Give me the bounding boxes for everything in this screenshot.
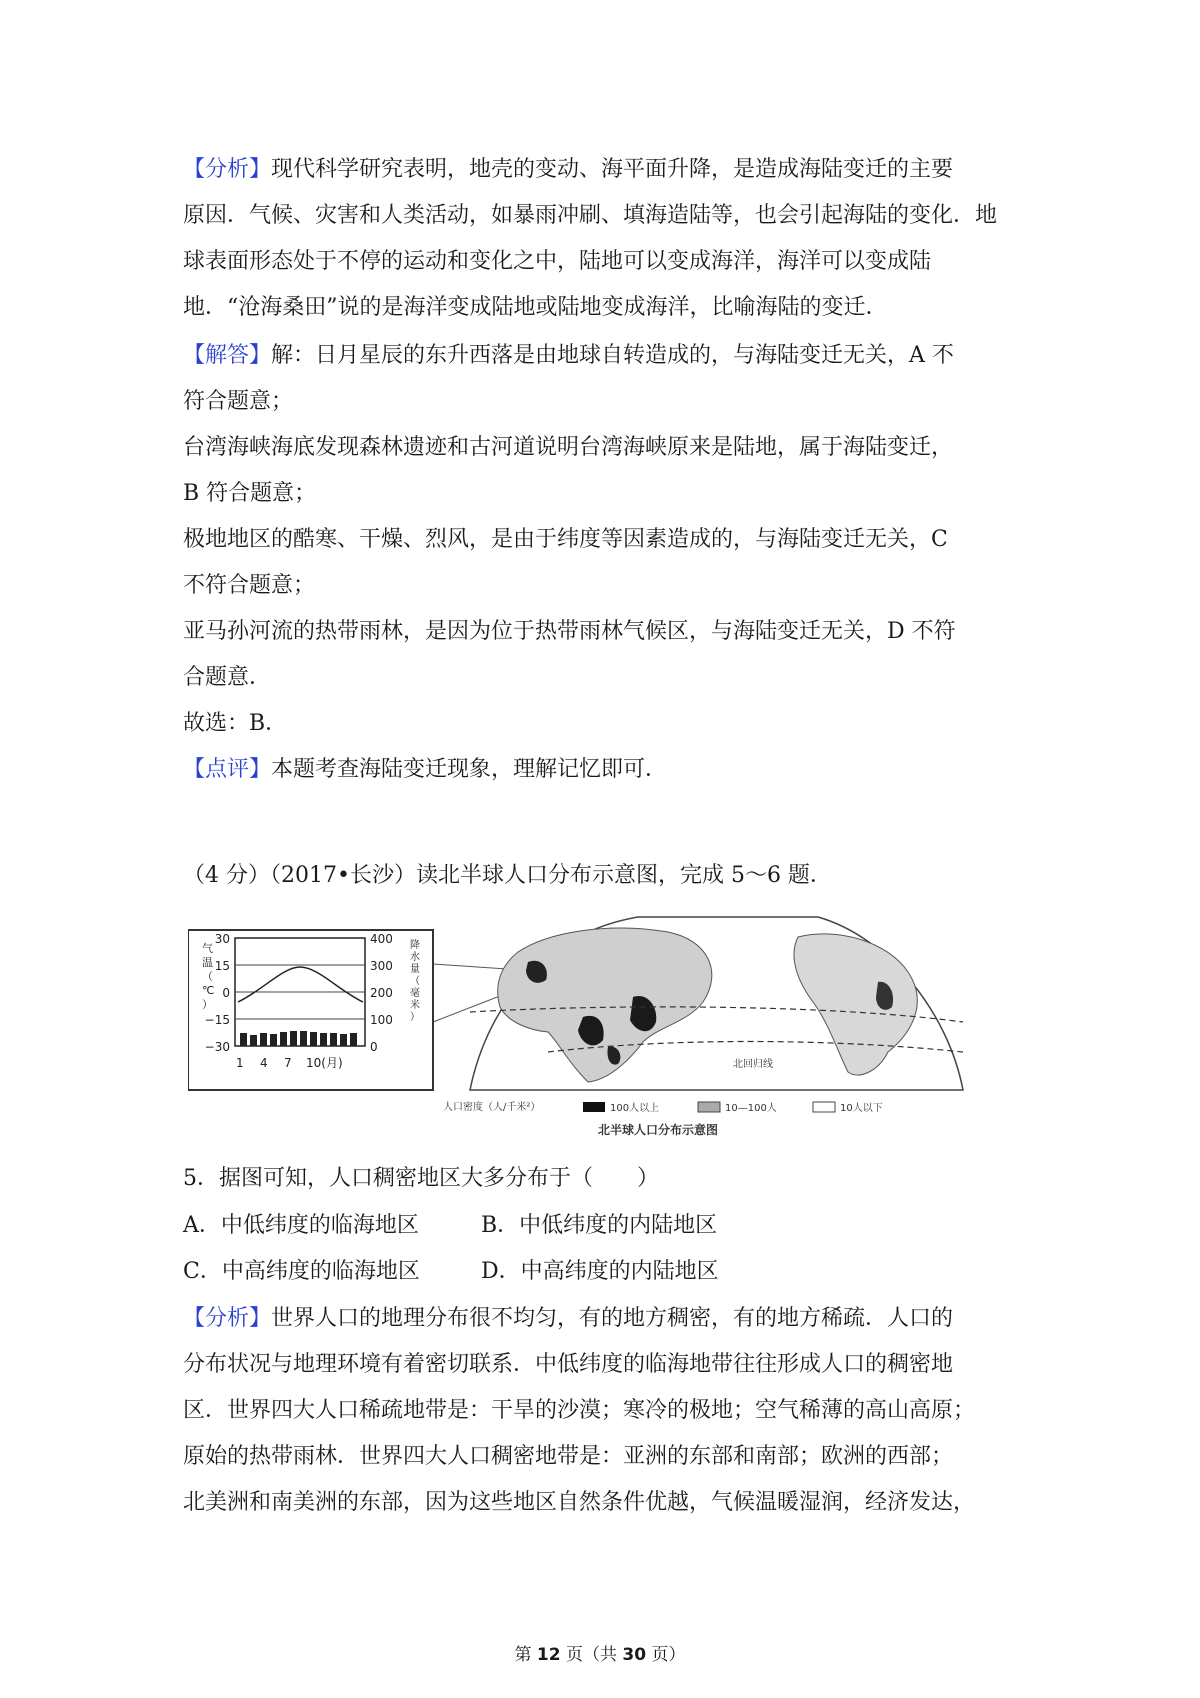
svg-text:4: 4 (260, 1056, 268, 1070)
svg-text:200: 200 (370, 986, 393, 1000)
answer-line: 亚马孙河流的热带雨林，是因为位于热带雨林气候区，与海陆变迁无关，D 不符 (183, 619, 956, 644)
analysis-line: 分布状况与地理环境有着密切联系．中低纬度的临海地带往往形成人口的稠密地 (183, 1352, 954, 1377)
svg-text:1: 1 (236, 1056, 244, 1070)
question-intro: （4 分）（2017•长沙）读北半球人口分布示意图，完成 5～6 题． (183, 863, 832, 888)
option-d: D．中高纬度的内陆地区 (481, 1259, 719, 1284)
analysis-line: 【分析】世界人口的地理分布很不均匀，有的地方稠密，有的地方稀疏．人口的 (183, 1306, 954, 1331)
svg-text:量: 量 (410, 964, 420, 975)
svg-text:0: 0 (222, 986, 230, 1000)
comment-block-1 (183, 747, 1028, 793)
answer-line: 【解答】解：日月星辰的东升西落是由地球自转造成的，与海陆变迁无关，A 不 (183, 343, 954, 368)
legend-swatch-sparse (813, 1102, 835, 1112)
option-a: A．中低纬度的临海地区 (183, 1213, 419, 1238)
svg-text:降: 降 (410, 940, 420, 951)
answer-line: B 符合题意； (183, 481, 317, 506)
analysis-tag: 【分析】 (183, 157, 272, 182)
analysis-line: 球表面形态处于不停的运动和变化之中，陆地可以变成海洋，海洋可以变成陆 (183, 249, 932, 274)
climate-left-axis-label (202, 941, 214, 1011)
analysis-line: 北美洲和南美洲的东部，因为这些地区自然条件优越，气候温暖湿润，经济发达， (183, 1490, 976, 1515)
answer-line: 极地地区的酷寒、干燥、烈风，是由于纬度等因素造成的，与海陆变迁无关，C (183, 527, 948, 552)
comment-tag: 【点评】 (183, 757, 272, 782)
analysis-line: 地．“沧海桑田”说的是海洋变成陆地或陆地变成海洋，比喻海陆的变迁． (183, 295, 888, 320)
legend-item-sparse: 10人以下 (840, 1103, 883, 1114)
analysis-block-1 (183, 147, 1028, 331)
svg-text:（: （ (202, 970, 213, 983)
svg-text:温: 温 (202, 956, 213, 969)
page-footer: 第 12 页（共 30 页） (514, 1645, 686, 1665)
svg-text:米: 米 (410, 1000, 420, 1011)
precip-tick-labels (370, 932, 393, 1054)
svg-text:−15: −15 (204, 1013, 230, 1027)
svg-text:）: ） (410, 1012, 420, 1023)
population-figure (188, 912, 978, 1147)
svg-text:100: 100 (370, 1013, 393, 1027)
answer-line: 故选：B． (183, 711, 288, 736)
svg-text:水: 水 (410, 952, 420, 963)
legend-swatch-dense (583, 1102, 605, 1112)
svg-text:气: 气 (202, 942, 213, 955)
svg-text:−30: −30 (204, 1040, 230, 1054)
month-tick-labels (236, 1056, 343, 1070)
svg-text:7: 7 (284, 1056, 292, 1070)
svg-text:10(月): 10(月) (306, 1056, 343, 1070)
analysis-line: 【分析】现代科学研究表明，地壳的变动、海平面升降，是造成海陆变迁的主要 (183, 157, 954, 182)
tropic-label: 北回归线 (733, 1059, 773, 1070)
legend-title: 人口密度（人/千米²） (443, 1102, 541, 1113)
svg-text:300: 300 (370, 959, 393, 973)
question-5-stem: 5．据图可知，人口稠密地区大多分布于（ ） (183, 1166, 659, 1191)
page-number: 12 (536, 1645, 561, 1665)
climate-right-axis-label (410, 938, 420, 1023)
map-legend (443, 1100, 883, 1137)
answer-line: 不符合题意； (183, 573, 316, 598)
legend-item-medium: 10—100人 (725, 1103, 777, 1114)
svg-text:400: 400 (370, 932, 393, 946)
option-b: B．中低纬度的内陆地区 (481, 1213, 718, 1238)
option-c: C．中高纬度的临海地区 (183, 1259, 420, 1284)
analysis-line: 原始的热带雨林．世界四大人口稠密地带是：亚洲的东部和南部；欧洲的西部； (183, 1444, 954, 1469)
svg-text:0: 0 (370, 1040, 378, 1054)
analysis-line: 区．世界四大人口稀疏地带是：干旱的沙漠；寒冷的极地；空气稀薄的高山高原； (183, 1398, 976, 1423)
svg-text:30: 30 (214, 932, 230, 946)
answer-line: 合题意． (183, 665, 272, 690)
answer-line: 符合题意； (183, 389, 294, 414)
figure-caption: 北半球人口分布示意图 (598, 1123, 719, 1137)
comment-line: 【点评】本题考查海陆变迁现象，理解记忆即可． (183, 757, 668, 782)
analysis-block-2 (183, 1296, 1028, 1526)
svg-text:毫: 毫 (410, 988, 420, 999)
svg-text:15: 15 (214, 959, 230, 973)
hemisphere-map (470, 917, 963, 1090)
legend-item-dense: 100人以上 (610, 1103, 660, 1114)
answer-block-1 (183, 333, 1028, 747)
legend-swatch-medium (698, 1102, 720, 1112)
answer-line: 台湾海峡海底发现森林遗迹和古河道说明台湾海峡原来是陆地，属于海陆变迁， (183, 435, 954, 460)
svg-text:）: ） (202, 998, 213, 1011)
svg-text:（: （ (410, 976, 420, 987)
analysis-tag: 【分析】 (183, 1306, 272, 1331)
svg-text:℃: ℃ (202, 984, 215, 997)
answer-tag: 【解答】 (183, 343, 272, 368)
analysis-line: 原因．气候、灾害和人类活动，如暴雨冲刷、填海造陆等，也会引起海陆的变化．地 (183, 203, 998, 228)
page-total: 30 (622, 1645, 647, 1665)
